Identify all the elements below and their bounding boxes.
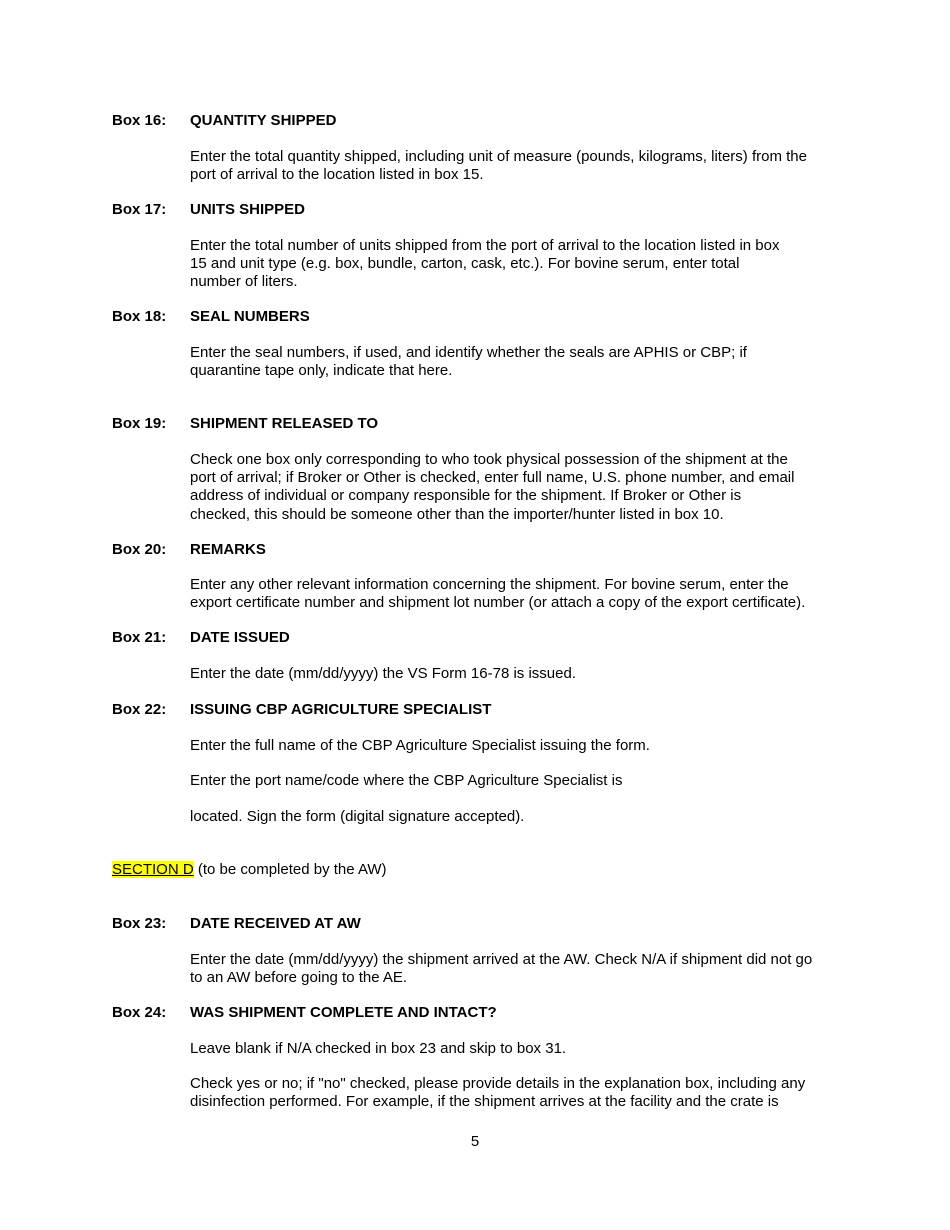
box-22-paragraph-1: Enter the full name of the CBP Agriculture Specialist issuing the form.	[190, 737, 650, 754]
box-16-label: Box 16:	[112, 112, 167, 129]
box-17-label: Box 17:	[112, 201, 167, 218]
section-d-note: (to be completed by the AW)	[193, 861, 387, 878]
box-23-title: DATE RECEIVED AT AW	[190, 915, 361, 932]
box-19-label: Box 19:	[112, 415, 167, 432]
box-20-label: Box 20:	[112, 541, 167, 558]
text-line: port of arrival to the location listed in box 15.	[190, 166, 484, 184]
section-d-heading	[112, 861, 387, 879]
box-21-title: DATE ISSUED	[190, 629, 290, 646]
section-d-highlight: SECTION D	[112, 861, 194, 878]
box-18-label: Box 18:	[112, 308, 167, 325]
box-22-paragraph-3: located. Sign the form (digital signature accepted).	[190, 808, 525, 825]
box-24-label: Box 24:	[112, 1004, 167, 1021]
text-line: 15 and unit type (e.g. box, bundle, carton, cask, etc.). For bovine serum, enter total	[190, 255, 740, 273]
box-17-title: UNITS SHIPPED	[190, 201, 306, 218]
text-line: export certificate number and shipment lot number (or attach a copy of the export certificate).	[190, 594, 806, 612]
box-24-title: WAS SHIPMENT COMPLETE AND INTACT?	[190, 1004, 497, 1021]
text-line: Enter the seal numbers, if used, and identify whether the seals are APHIS or CBP; if	[190, 344, 747, 361]
box-21-label: Box 21:	[112, 629, 167, 646]
box-21-description	[190, 665, 576, 683]
text-line: Enter the date (mm/dd/yyyy) the VS Form 16-78 is issued.	[190, 665, 576, 682]
text-line: quarantine tape only, indicate that here.	[190, 362, 453, 380]
text-line: port of arrival; if Broker or Other is checked, enter full name, U.S. phone number, and email	[190, 469, 795, 487]
box-18-title: SEAL NUMBERS	[190, 308, 310, 325]
box-24-description	[190, 1075, 805, 1111]
box-22-paragraph-2: Enter the port name/code where the CBP Agriculture Specialist is	[190, 772, 623, 789]
text-line: disinfection performed. For example, if the shipment arrives at the facility and the crate is	[190, 1093, 779, 1111]
text-line: Check yes or no; if "no" checked, please provide details in the explanation box, including any	[190, 1075, 806, 1092]
text-line: checked, this should be someone other than the importer/hunter listed in box 10.	[190, 505, 724, 523]
text-line: to an AW before going to the AE.	[190, 969, 408, 987]
box-22-label: Box 22:	[112, 701, 167, 718]
text-line: address of individual or company responsible for the shipment. If Broker or Other is	[190, 487, 742, 505]
box-20-description	[190, 576, 805, 612]
box-24-paragraph-1: Leave blank if N/A checked in box 23 and skip to box 31.	[190, 1040, 567, 1057]
page-number: 5	[470, 1133, 480, 1150]
box-19-description	[190, 451, 794, 524]
text-line: number of liters.	[190, 273, 298, 291]
box-18-description	[190, 344, 747, 380]
box-20-title: REMARKS	[190, 541, 266, 558]
box-16-description	[190, 148, 807, 184]
text-line: Enter the total number of units shipped from the port of arrival to the location listed in box	[190, 237, 780, 254]
box-22-title: ISSUING CBP AGRICULTURE SPECIALIST	[190, 701, 492, 718]
text-line: Check one box only corresponding to who took physical possession of the shipment at the	[190, 451, 788, 468]
box-23-label: Box 23:	[112, 915, 167, 932]
box-16-title: QUANTITY SHIPPED	[190, 112, 337, 129]
box-19-title: SHIPMENT RELEASED TO	[190, 415, 379, 432]
box-17-description	[190, 237, 780, 292]
text-line: Enter the total quantity shipped, including unit of measure (pounds, kilograms, liters) from the	[190, 148, 807, 165]
text-line: Enter any other relevant information concerning the shipment. For bovine serum, enter the	[190, 576, 789, 593]
text-line: Enter the date (mm/dd/yyyy) the shipment arrived at the AW. Check N/A if shipment did not go	[190, 951, 813, 968]
box-23-description	[190, 951, 812, 987]
